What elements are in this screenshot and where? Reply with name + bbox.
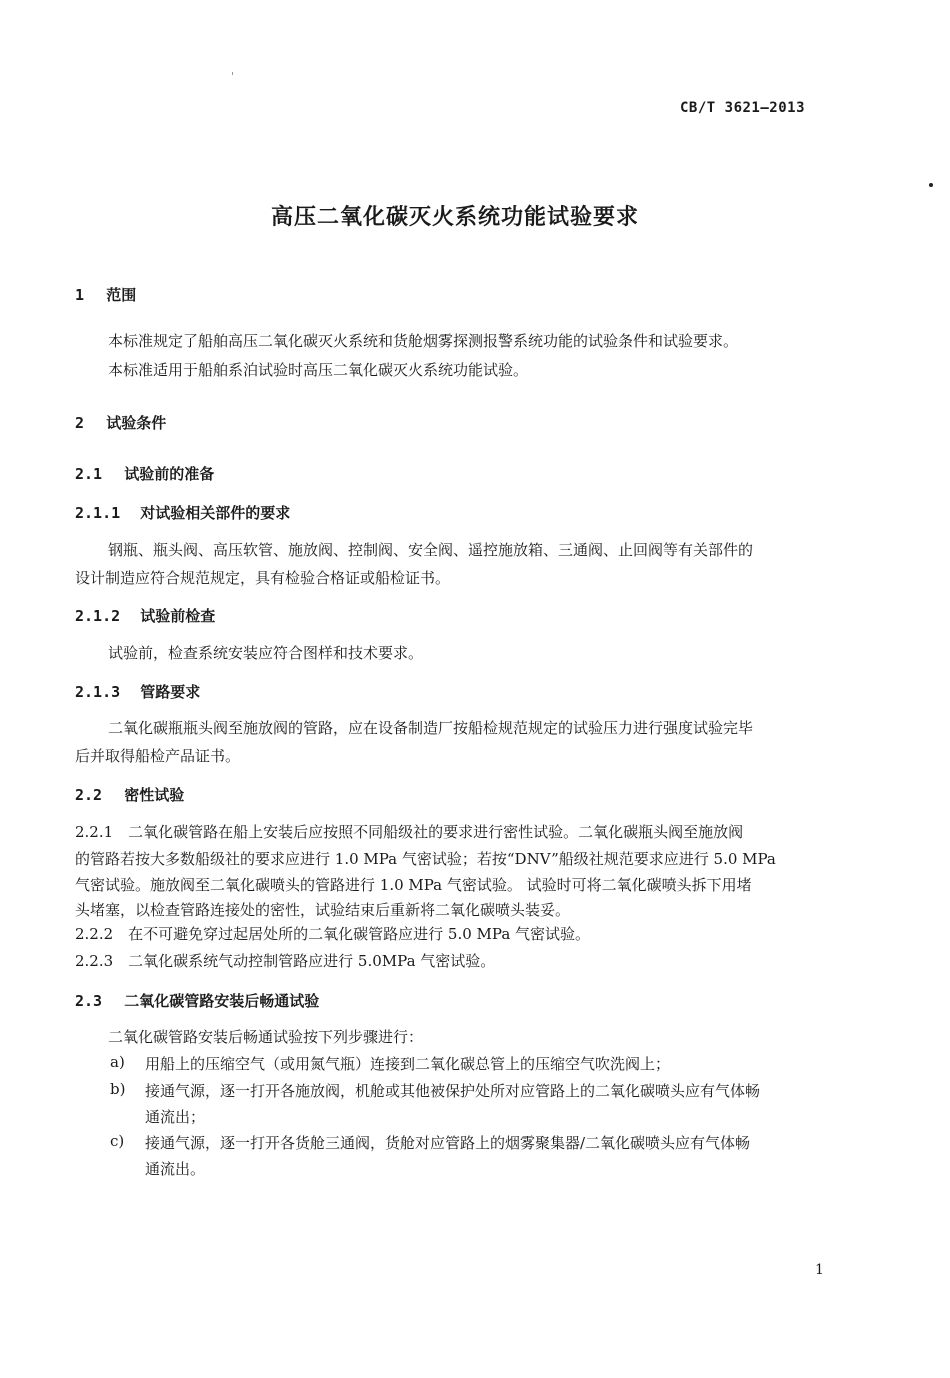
section-1-heading — [75, 284, 136, 305]
section-2-1-1-heading — [75, 502, 290, 523]
standard-number: CB/T 3621—2013 — [680, 100, 806, 116]
section-title: 范围 — [106, 286, 137, 304]
paragraph-line: 的管路若按大多数船级社的要求应进行 1.0 MPa 气密试验；若按“DNV”船级社规范要求应进行 5.0 MPa — [75, 850, 776, 868]
page-number: 1 — [815, 1262, 824, 1278]
list-item-continuation: 通流出； — [145, 1108, 206, 1126]
list-item: 接通气源，逐一打开各货舱三通阀，货舱对应管路上的烟雾聚集器/二氧化碳喷头应有气体畅 — [145, 1134, 751, 1152]
paragraph-line: 气密试验。施放阀至二氧化碳喷头的管路进行 1.0 MPa 气密试验。 试验时可将二氧化碳喷头拆下用堵 — [75, 876, 752, 894]
section-title: 二氧化碳管路安装后畅通试验 — [124, 992, 320, 1010]
list-item: 接通气源，逐一打开各施放阀，机舱或其他被保护处所对应管路上的二氧化碳喷头应有气体畅 — [145, 1082, 761, 1100]
list-marker: a) — [110, 1053, 125, 1071]
section-title: 试验前的准备 — [124, 465, 215, 483]
paragraph: 本标准适用于船舶系泊试验时高压二氧化碳灭火系统功能试验。 — [108, 361, 529, 379]
list-marker: c) — [110, 1132, 125, 1150]
paragraph-line: 2.2.3 二氧化碳系统气动控制管路应进行 5.0MPa 气密试验。 — [75, 952, 496, 970]
section-title: 管路要求 — [140, 683, 201, 701]
section-2-heading — [75, 412, 166, 433]
paragraph-line: 设计制造应符合规范规定，具有检验合格证或船检证书。 — [75, 569, 451, 587]
section-2-2-heading — [75, 784, 184, 805]
scan-speck — [232, 72, 233, 75]
section-number: 2.1.1 — [75, 504, 121, 522]
paragraph-line: 二氧化碳瓶瓶头阀至施放阀的管路，应在设备制造厂按船检规范规定的试验压力进行强度试验完毕 — [108, 719, 754, 737]
section-2-1-2-heading — [75, 605, 215, 626]
section-number: 1 — [75, 286, 85, 304]
list-item: 用船上的压缩空气（或用氮气瓶）连接到二氧化碳总管上的压缩空气吹洗阀上； — [145, 1055, 671, 1073]
section-number: 2.3 — [75, 992, 103, 1010]
document-title: 高压二氧化碳灭火系统功能试验要求 — [270, 205, 639, 230]
list-marker: b) — [110, 1080, 126, 1098]
section-title: 试验前检查 — [140, 607, 216, 625]
section-number: 2.1.2 — [75, 607, 121, 625]
section-title: 试验条件 — [106, 414, 167, 432]
section-number: 2 — [75, 414, 85, 432]
paragraph-line: 2.2.2 在不可避免穿过起居处所的二氧化碳管路应进行 5.0 MPa 气密试验。 — [75, 925, 591, 943]
paragraph-line: 钢瓶、瓶头阀、高压软管、施放阀、控制阀、安全阀、遥控施放箱、三通阀、止回阀等有关部件的 — [108, 541, 754, 559]
paragraph-line: 头堵塞，以检查管路连接处的密性，试验结束后重新将二氧化碳喷头装妥。 — [75, 901, 571, 919]
scan-dot — [929, 183, 933, 187]
section-2-1-3-heading — [75, 681, 200, 702]
section-number: 2.2 — [75, 786, 103, 804]
section-2-1-heading — [75, 463, 214, 484]
paragraph-line: 2.2.1 二氧化碳管路在船上安装后应按照不同船级社的要求进行密性试验。二氧化碳瓶头阀至施放阀 — [75, 823, 744, 841]
paragraph-line: 试验前，检查系统安装应符合图样和技术要求。 — [108, 644, 424, 662]
section-2-3-heading — [75, 990, 319, 1011]
section-title: 密性试验 — [124, 786, 185, 804]
list-item-continuation: 通流出。 — [145, 1160, 206, 1178]
section-number: 2.1.3 — [75, 683, 121, 701]
paragraph-line: 后并取得船检产品证书。 — [75, 747, 241, 765]
section-number: 2.1 — [75, 465, 103, 483]
paragraph: 本标准规定了船舶高压二氧化碳灭火系统和货舱烟雾探测报警系统功能的试验条件和试验要求。 — [108, 332, 739, 350]
paragraph-line: 二氧化碳管路安装后畅通试验按下列步骤进行： — [108, 1028, 424, 1046]
section-title: 对试验相关部件的要求 — [140, 504, 291, 522]
